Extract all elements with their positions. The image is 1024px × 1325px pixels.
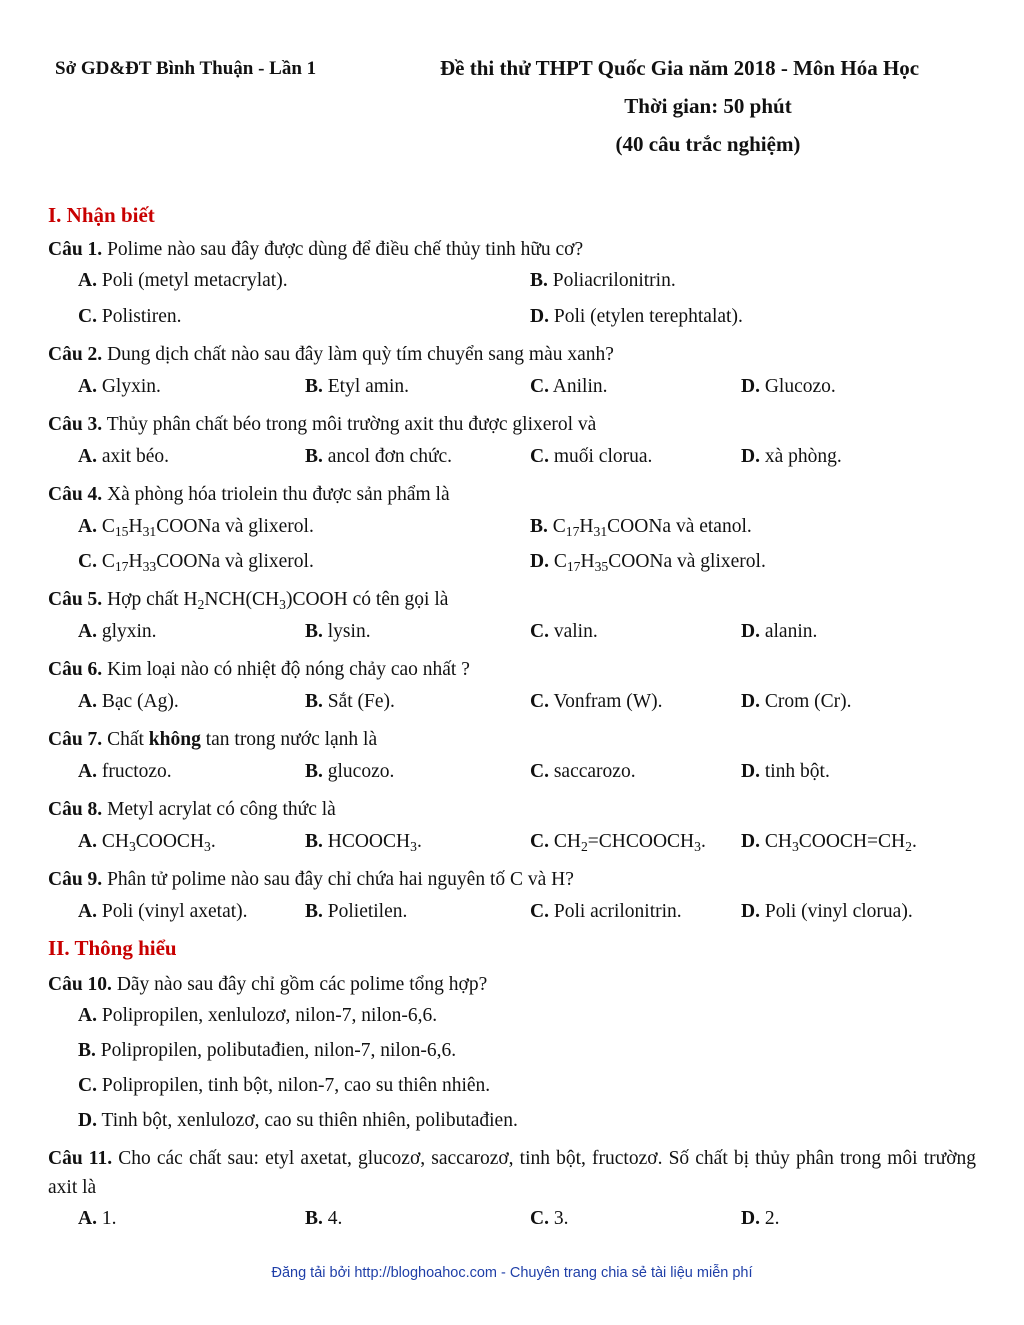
question-text: Xà phòng hóa triolein thu được sản phẩm là <box>107 484 450 505</box>
question-2 <box>48 340 614 369</box>
question-text: Phân tử polime nào sau đây chỉ chứa hai nguyên tố C và H? <box>107 869 574 890</box>
option-text: glucozo. <box>327 761 395 782</box>
option-text: Glyxin. <box>101 376 161 397</box>
option-label: A. <box>78 1005 97 1026</box>
option-label: D. <box>78 1110 97 1131</box>
option-label: B. <box>78 1040 96 1061</box>
option-text: Crom (Cr). <box>764 691 852 712</box>
exam-time: Thời gian: 50 phút <box>624 94 792 118</box>
option-label: C. <box>530 1208 549 1229</box>
question-text: Chất <box>107 729 144 750</box>
option-text: ancol đơn chức. <box>327 446 453 467</box>
option-label: A. <box>78 376 97 397</box>
q4-option-a[interactable] <box>78 516 314 538</box>
q8-option-b[interactable] <box>305 831 422 853</box>
option-label: B. <box>305 621 323 642</box>
q8-option-d[interactable] <box>741 831 917 853</box>
question-text: Metyl acrylat có công thức là <box>107 799 336 820</box>
option-label: D. <box>741 691 760 712</box>
option-text: Polistiren. <box>101 306 182 327</box>
formula: $CH_3COOCH=CH_2$. <box>764 831 917 855</box>
q2-option-c[interactable] <box>530 376 608 398</box>
q9-option-c[interactable] <box>530 901 682 923</box>
option-label: B. <box>305 761 323 782</box>
option-label: A. <box>78 516 97 537</box>
q10-option-c[interactable] <box>78 1075 490 1097</box>
q11-option-a[interactable] <box>78 1208 116 1230</box>
q7-option-b[interactable] <box>305 761 394 783</box>
option-label: A. <box>78 270 97 291</box>
option-label: D. <box>741 901 760 922</box>
question-9 <box>48 865 574 894</box>
option-text: Polipropilen, tinh bột, nilon-7, cao su thiên nhiên. <box>101 1075 491 1096</box>
option-text: Poli (vinyl axetat). <box>101 901 248 922</box>
q10-option-b[interactable] <box>78 1040 456 1062</box>
formula: $C_{17}H_{33}COONa$ và glixerol. <box>101 551 314 575</box>
question-count: (40 câu trắc nghiệm) <box>615 132 801 156</box>
q1-option-a[interactable] <box>78 270 288 292</box>
option-label: B. <box>305 901 323 922</box>
q10-option-a[interactable] <box>78 1005 437 1027</box>
q8-option-c[interactable] <box>530 831 706 853</box>
option-label: C. <box>530 901 549 922</box>
option-text: muối clorua. <box>553 446 653 467</box>
option-label: D. <box>741 1208 760 1229</box>
option-text: 1. <box>101 1208 117 1229</box>
option-text: xà phòng. <box>764 446 842 467</box>
option-text: valin. <box>553 621 598 642</box>
section-heading-thong-hieu: II. Thông hiểu <box>48 936 177 960</box>
option-text: alanin. <box>764 621 818 642</box>
question-number: Câu 8. <box>48 799 103 820</box>
option-text: Poli (metyl metacrylat). <box>101 270 288 291</box>
option-text: Bạc (Ag). <box>101 691 179 712</box>
option-label: D. <box>741 761 760 782</box>
option-label: A. <box>78 446 97 467</box>
option-label: C. <box>78 1075 97 1096</box>
question-number: Câu 7. <box>48 729 103 750</box>
question-text: Kim loại nào có nhiệt độ nóng chảy cao nhất ? <box>107 659 470 680</box>
option-text: 2. <box>764 1208 780 1229</box>
question-number: Câu 10. <box>48 974 112 995</box>
q1-option-d[interactable] <box>530 306 743 328</box>
q6-option-b[interactable] <box>305 691 395 713</box>
option-label: C. <box>530 376 549 397</box>
option-text: Poliacrilonitrin. <box>552 270 676 291</box>
option-text: Polietilen. <box>327 901 408 922</box>
option-text: glyxin. <box>101 621 157 642</box>
option-label: A. <box>78 621 97 642</box>
question-3 <box>48 410 596 439</box>
option-label: C. <box>78 306 97 327</box>
option-label: C. <box>78 551 97 572</box>
question-number: Câu 2. <box>48 344 103 365</box>
option-text: Polipropilen, polibutađien, nilon-7, nilon-6,6. <box>100 1040 457 1061</box>
q3-option-a[interactable] <box>78 446 169 468</box>
option-label: D. <box>530 306 549 327</box>
q4-option-b[interactable] <box>530 516 752 538</box>
q7-option-c[interactable] <box>530 761 636 783</box>
question-text: Dung dịch chất nào sau đây làm quỳ tím chuyển sang màu xanh? <box>107 344 614 365</box>
question-text: tan trong nước lạnh là <box>205 729 378 750</box>
option-label: B. <box>305 446 323 467</box>
option-label: A. <box>78 691 97 712</box>
option-text: Etyl amin. <box>327 376 410 397</box>
option-text: Poli acrilonitrin. <box>553 901 682 922</box>
question-text: Dãy nào sau đây chỉ gồm các polime tổng hợp? <box>116 974 488 995</box>
q7-option-d[interactable] <box>741 761 830 783</box>
question-1 <box>48 235 583 264</box>
q1-option-b[interactable] <box>530 270 676 292</box>
option-text: saccarozo. <box>553 761 636 782</box>
q4-option-d[interactable] <box>530 551 766 573</box>
option-label: B. <box>305 1208 323 1229</box>
option-text: Anilin. <box>552 376 608 397</box>
q10-option-d[interactable] <box>78 1110 518 1132</box>
q8-option-a[interactable] <box>78 831 216 853</box>
option-label: B. <box>305 691 323 712</box>
option-text: lysin. <box>327 621 371 642</box>
formula: $CH_3COOCH_3$. <box>101 831 216 855</box>
option-label: A. <box>78 1208 97 1229</box>
formula: $C_{15}H_{31}COONa$ và glixerol. <box>101 516 314 540</box>
option-label: A. <box>78 831 97 852</box>
option-label: C. <box>530 831 549 852</box>
emphasis-word: không <box>148 729 201 750</box>
q11-option-d[interactable] <box>741 1208 779 1230</box>
option-text: tinh bột. <box>764 761 830 782</box>
option-text: Tinh bột, xenlulozơ, cao su thiên nhiên, polibutađien. <box>101 1110 518 1131</box>
option-label: D. <box>741 621 760 642</box>
question-number: Câu 9. <box>48 869 103 890</box>
question-number: Câu 11. <box>48 1148 113 1169</box>
question-7 <box>48 725 377 754</box>
question-number: Câu 6. <box>48 659 103 680</box>
option-label: C. <box>530 761 549 782</box>
question-6 <box>48 655 470 684</box>
option-text: 4. <box>327 1208 343 1229</box>
option-label: D. <box>530 551 549 572</box>
q3-option-c[interactable] <box>530 446 652 468</box>
q6-option-d[interactable] <box>741 691 852 713</box>
school-label: Sở GD&ĐT Bình Thuận - Lần 1 <box>55 58 317 79</box>
option-label: A. <box>78 761 97 782</box>
q9-option-d[interactable] <box>741 901 913 923</box>
formula: $CH_2=CHCOOCH_3$. <box>553 831 706 855</box>
question-text: Thủy phân chất béo trong môi trường axit thu được glixerol và <box>106 414 597 435</box>
option-label: C. <box>530 446 549 467</box>
q6-option-c[interactable] <box>530 691 663 713</box>
option-text: Poli (etylen terephtalat). <box>553 306 743 327</box>
option-text: 3. <box>553 1208 569 1229</box>
option-text: Glucozo. <box>764 376 836 397</box>
option-label: D. <box>741 831 760 852</box>
option-label: A. <box>78 901 97 922</box>
q6-option-a[interactable] <box>78 691 179 713</box>
question-text: Polime nào sau đây được dùng để điều chế thủy tinh hữu cơ? <box>107 239 584 260</box>
question-number: Câu 4. <box>48 484 103 505</box>
q5-option-d[interactable] <box>741 621 817 643</box>
option-text: fructozo. <box>101 761 172 782</box>
option-text: axit béo. <box>101 446 169 467</box>
option-label: C. <box>530 691 549 712</box>
q3-option-b[interactable] <box>305 446 452 468</box>
formula: $C_{17}H_{35}COONa$ và glixerol. <box>553 551 766 575</box>
option-text: Poli (vinyl clorua). <box>764 901 913 922</box>
q9-option-b[interactable] <box>305 901 407 923</box>
q11-option-c[interactable] <box>530 1208 568 1230</box>
formula: $HCOOCH_3$. <box>327 831 422 855</box>
option-label: D. <box>741 446 760 467</box>
q1-option-c[interactable] <box>78 306 181 328</box>
question-text: Hợp chất $H_2NCH(CH_3)COOH$ có tên gọi là <box>107 589 449 613</box>
question-4 <box>48 480 450 509</box>
option-label: B. <box>305 376 323 397</box>
q11-option-b[interactable] <box>305 1208 342 1230</box>
q2-option-b[interactable] <box>305 376 409 398</box>
option-label: C. <box>530 621 549 642</box>
question-5 <box>48 585 448 614</box>
question-text: Cho các chất sau: etyl axetat, glucozơ, saccarozơ, tinh bột, fructozơ. Số chất bị thủy phân trong môi trường axit là <box>48 1148 977 1198</box>
option-text: Polipropilen, xenlulozơ, nilon-7, nilon-6,6. <box>101 1005 438 1026</box>
question-number: Câu 1. <box>48 239 103 260</box>
question-10 <box>48 970 487 999</box>
section-heading-nhan-biet: I. Nhận biết <box>48 203 155 227</box>
q7-option-a[interactable] <box>78 761 172 783</box>
footer-source-link[interactable]: Đăng tải bởi http://bloghoahoc.com - Chuyên trang chia sẻ tài liệu miễn phí <box>271 1265 753 1281</box>
q5-option-c[interactable] <box>530 621 598 643</box>
option-label: B. <box>530 516 548 537</box>
option-text: Vonfram (W). <box>553 691 663 712</box>
formula: $C_{17}H_{31}COONa$ và etanol. <box>552 516 752 540</box>
question-number: Câu 3. <box>48 414 103 435</box>
q2-option-d[interactable] <box>741 376 836 398</box>
question-number: Câu 5. <box>48 589 103 610</box>
q3-option-d[interactable] <box>741 446 842 468</box>
q9-option-a[interactable] <box>78 901 248 923</box>
option-label: B. <box>305 831 323 852</box>
q5-option-b[interactable] <box>305 621 371 643</box>
q5-option-a[interactable] <box>78 621 157 643</box>
question-8 <box>48 795 336 824</box>
option-text: Sắt (Fe). <box>327 691 395 712</box>
option-label: D. <box>741 376 760 397</box>
question-11 <box>48 1144 976 1202</box>
q4-option-c[interactable] <box>78 551 314 573</box>
q2-option-a[interactable] <box>78 376 161 398</box>
option-label: B. <box>530 270 548 291</box>
exam-title: Đề thi thử THPT Quốc Gia năm 2018 - Môn Hóa Học <box>440 56 920 80</box>
